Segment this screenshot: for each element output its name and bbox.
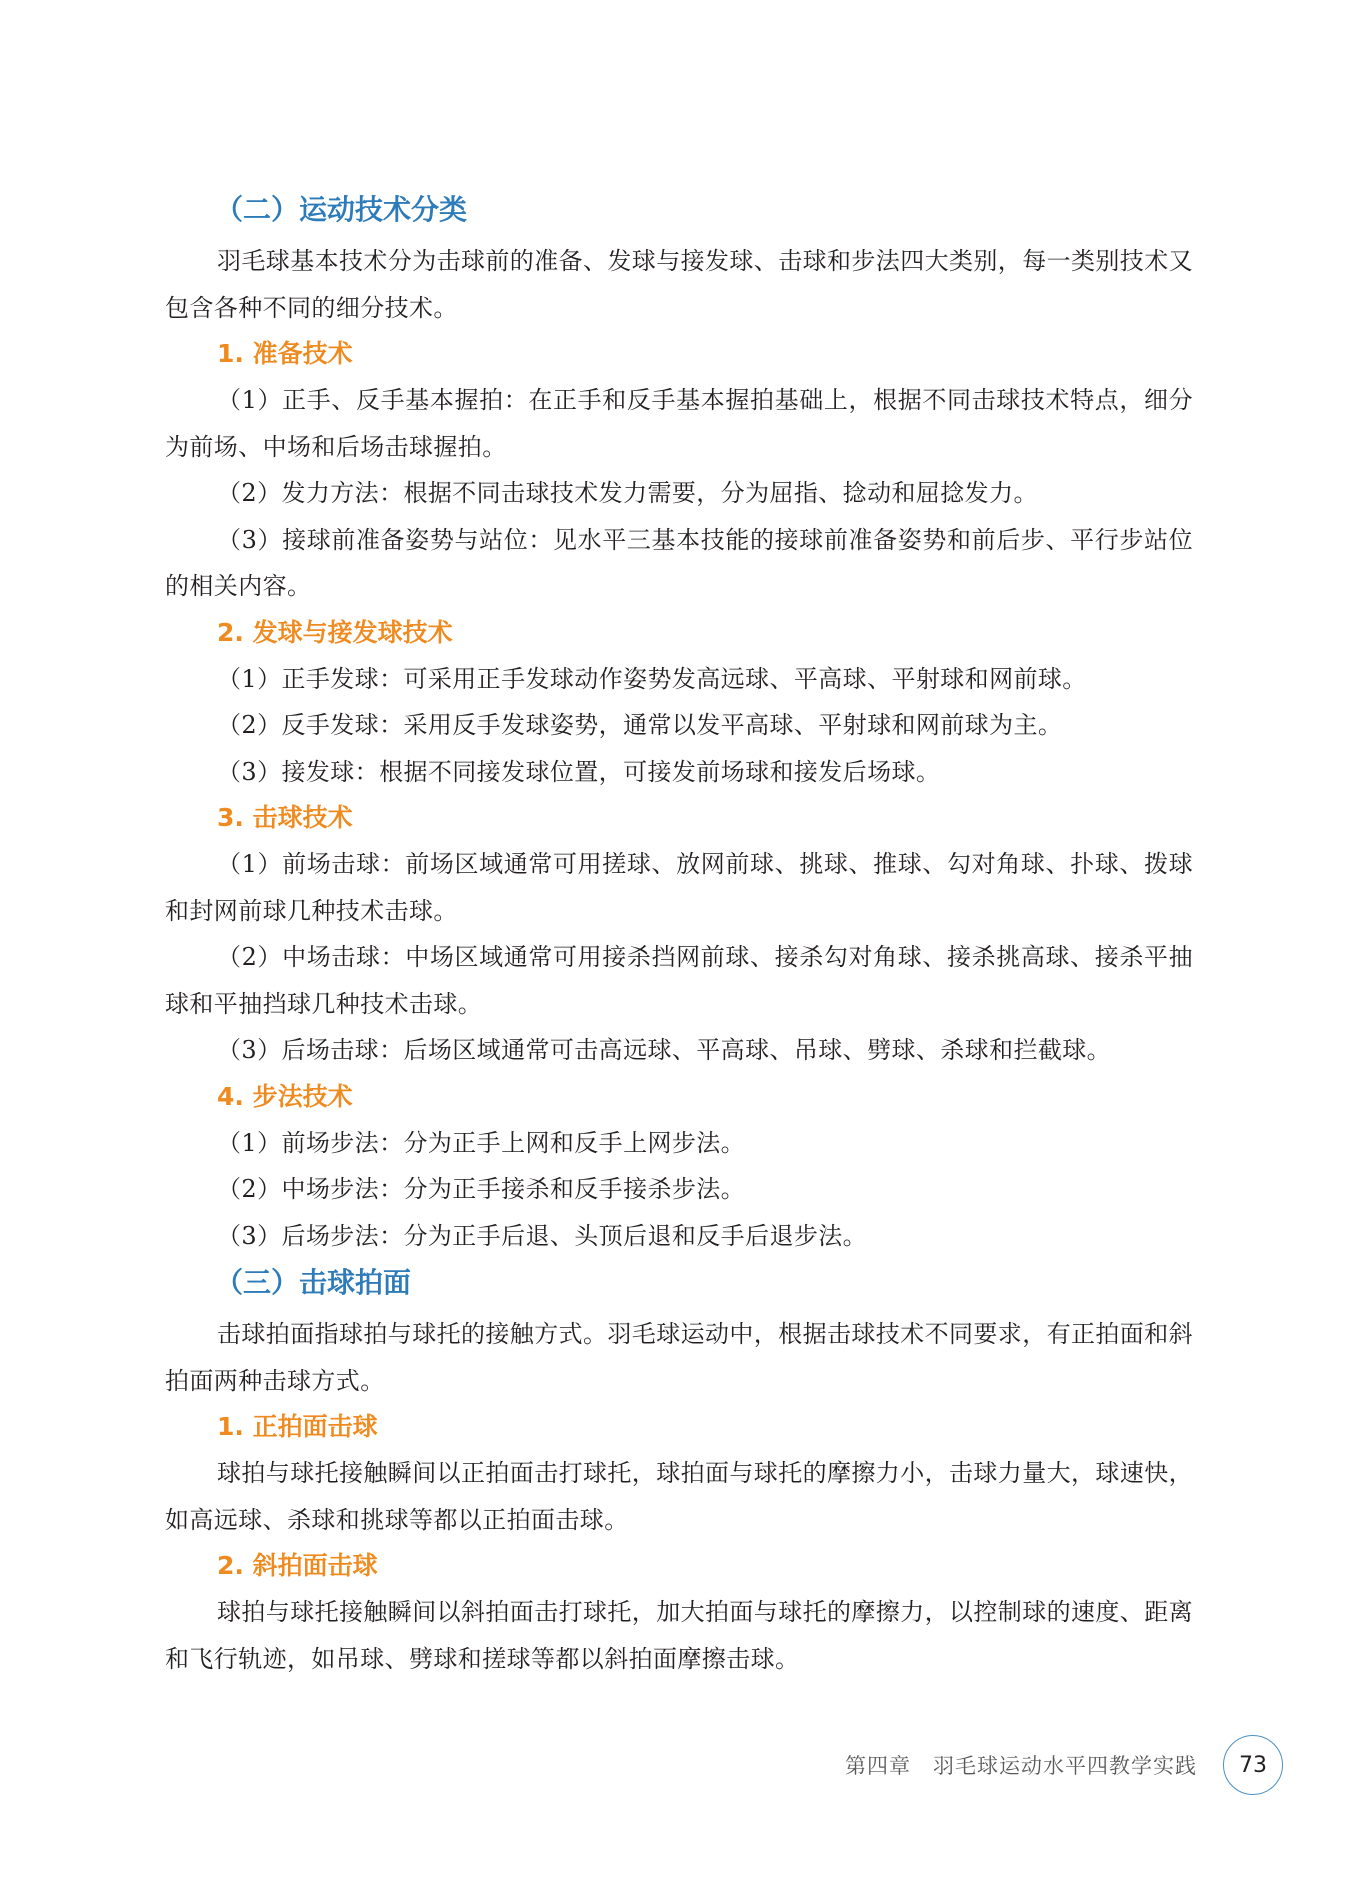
section-intro: 羽毛球基本技术分为击球前的准备、发球与接发球、击球和步法四大类别，每一类别技术又包含各种不同的细分技术。 — [165, 247, 1193, 322]
paragraph: 球拍与球托接触瞬间以正拍面击打球托，球拍面与球托的摩擦力小，击球力量大，球速快，如高远球、杀球和挑球等都以正拍面击球。 — [165, 1459, 1193, 1534]
paragraph: （1）正手发球：可采用正手发球动作姿势发高远球、平高球、平射球和网前球。 — [217, 664, 1087, 693]
paragraph: （2）中场步法：分为正手接杀和反手接杀步法。 — [217, 1175, 746, 1203]
section-movement-techniques — [165, 188, 1193, 1259]
page-footer — [845, 1735, 1283, 1795]
page-number: 73 — [1223, 1735, 1283, 1795]
chapter-title: 第四章 羽毛球运动水平四教学实践 — [845, 1754, 1197, 1778]
page-content — [165, 188, 1193, 1682]
section-intro: 击球拍面指球拍与球托的接触方式。羽毛球运动中，根据击球技术不同要求，有正拍面和斜拍面两种击球方式。 — [165, 1320, 1193, 1395]
paragraph: （1）前场击球：前场区域通常可用搓球、放网前球、挑球、推球、勾对角球、扑球、拨球和封网前球几种技术击球。 — [165, 850, 1193, 925]
subsection-title: 4. 步法技术 — [217, 1081, 353, 1111]
paragraph: （3）后场击球：后场区域通常可击高远球、平高球、吊球、劈球、杀球和拦截球。 — [217, 1036, 1112, 1064]
paragraph: （2）反手发球：采用反手发球姿势，通常以发平高球、平射球和网前球为主。 — [217, 711, 1063, 739]
paragraph: 球拍与球托接触瞬间以斜拍面击打球托，加大拍面与球托的摩擦力，以控制球的速度、距离和飞行轨迹，如吊球、劈球和搓球等都以斜拍面摩擦击球。 — [165, 1598, 1193, 1673]
subsection-title: 2. 斜拍面击球 — [217, 1551, 378, 1580]
subsection-title: 2. 发球与接发球技术 — [217, 617, 453, 647]
subsection-title: 1. 正拍面击球 — [217, 1412, 378, 1441]
subsection-title: 3. 击球技术 — [217, 803, 353, 832]
paragraph: （1）前场步法：分为正手上网和反手上网步法。 — [217, 1128, 746, 1157]
paragraph: （1）正手、反手基本握拍：在正手和反手基本握拍基础上，根据不同击球技术特点，细分为前场、中场和后场击球握拍。 — [165, 386, 1193, 461]
section-title: （三）击球拍面 — [215, 1266, 412, 1299]
section-title: （二）运动技术分类 — [215, 193, 468, 226]
paragraph: （2）中场击球：中场区域通常可用接杀挡网前球、接杀勾对角球、接杀挑高球、接杀平抽球和平抽挡球几种技术击球。 — [165, 943, 1193, 1018]
paragraph: （3）后场步法：分为正手后退、头顶后退和反手后退步法。 — [217, 1221, 868, 1250]
paragraph: （3）接发球：根据不同接发球位置，可接发前场球和接发后场球。 — [217, 757, 941, 786]
paragraph: （2）发力方法：根据不同击球技术发力需要，分为屈指、捻动和屈捻发力。 — [217, 479, 1038, 507]
subsection-title: 1. 准备技术 — [217, 339, 353, 368]
section-racket-face — [165, 1261, 1193, 1682]
paragraph: （3）接球前准备姿势与站位：见水平三基本技能的接球前准备姿势和前后步、平行步站位的相关内容。 — [165, 525, 1193, 600]
